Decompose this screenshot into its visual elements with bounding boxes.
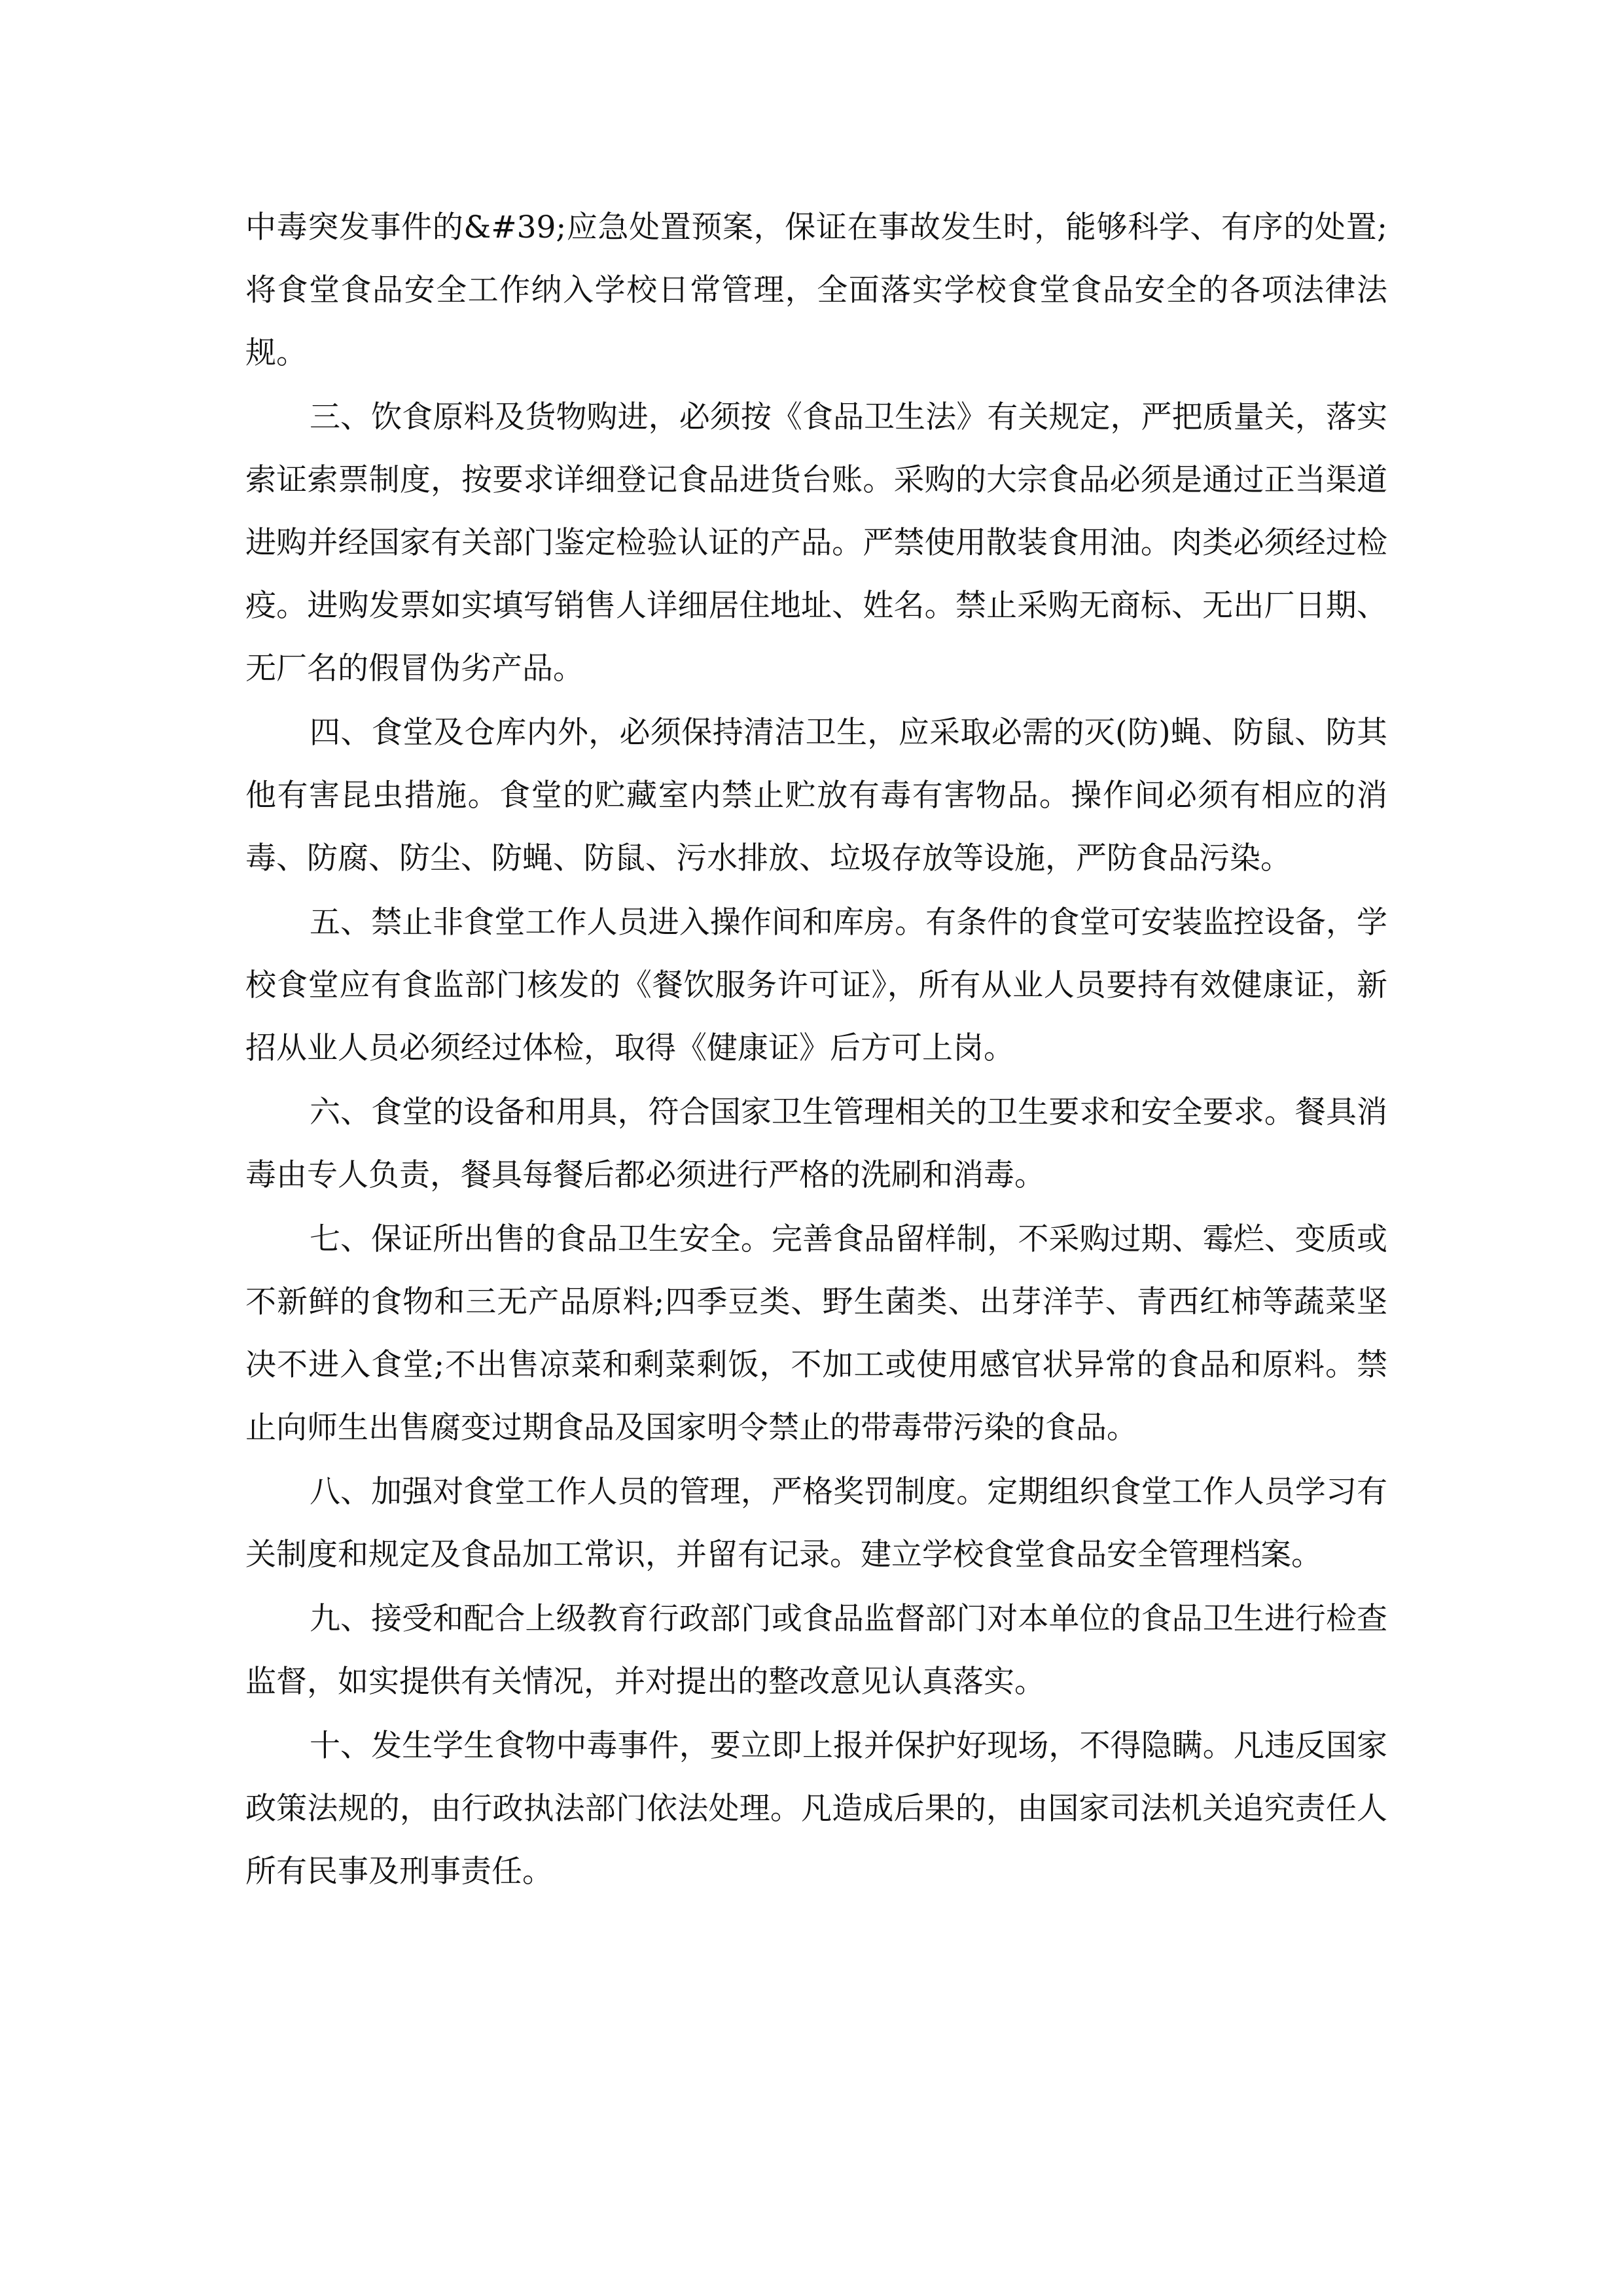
paragraph-item-5: 五、禁止非食堂工作人员进入操作间和库房。有条件的食堂可安装监控设备，学校食堂应有食监部门核发的《餐饮服务许可证》，所有从业人员要持有效健康证，新招从业人员必须经过体检，取得《健康证》后方可上岗。 bbox=[245, 905, 1387, 1066]
paragraph-item-8: 八、加强对食堂工作人员的管理，严格奖罚制度。定期组织食堂工作人员学习有关制度和规定及食品加工常识，并留有记录。建立学校食堂食品安全管理档案。 bbox=[245, 1474, 1387, 1573]
paragraph-continuation: 中毒突发事件的&#39;应急处置预案，保证在事故发生时，能够科学、有序的处置;将食堂食品安全工作纳入学校日常管理，全面落实学校食堂食品安全的各项法律法规。 bbox=[245, 209, 1387, 371]
paragraph-item-9: 九、接受和配合上级教育行政部门或食品监督部门对本单位的食品卫生进行检查监督，如实提供有关情况，并对提出的整改意见认真落实。 bbox=[245, 1601, 1387, 1700]
paragraph-item-4: 四、食堂及仓库内外，必须保持清洁卫生，应采取必需的灭(防)蝇、防鼠、防其他有害昆虫措施。食堂的贮藏室内禁止贮放有毒有害物品。操作间必须有相应的消毒、防腐、防尘、防蝇、防鼠、污水排放、垃圾存放等设施，严防食品污染。 bbox=[245, 715, 1387, 876]
paragraph-item-7: 七、保证所出售的食品卫生安全。完善食品留样制，不采购过期、霉烂、变质或不新鲜的食物和三无产品原料;四季豆类、野生菌类、出芽洋芋、青西红柿等蔬菜坚决不进入食堂;不出售凉菜和剩菜剩饭，不加工或使用感官状异常的食品和原料。禁止向师生出售腐变过期食品及国家明令禁止的带毒带污染的食品。 bbox=[245, 1221, 1387, 1446]
document-body bbox=[245, 196, 1387, 1905]
paragraph-item-3: 三、饮食原料及货物购进，必须按《食品卫生法》有关规定，严把质量关，落实索证索票制度，按要求详细登记食品进货台账。采购的大宗食品必须是通过正当渠道进购并经国家有关部门鉴定检验认证的产品。严禁使用散装食用油。肉类必须经过检疫。进购发票如实填写销售人详细居住地址、姓名。禁止采购无商标、无出厂日期、无厂名的假冒伪劣产品。 bbox=[245, 399, 1387, 687]
paragraph-item-6: 六、食堂的设备和用具，符合国家卫生管理相关的卫生要求和安全要求。餐具消毒由专人负责，餐具每餐后都必须进行严格的洗刷和消毒。 bbox=[245, 1094, 1387, 1193]
paragraph-item-10: 十、发生学生食物中毒事件，要立即上报并保护好现场，不得隐瞒。凡违反国家政策法规的，由行政执法部门依法处理。凡造成后果的，由国家司法机关追究责任人所有民事及刑事责任。 bbox=[245, 1728, 1387, 1890]
